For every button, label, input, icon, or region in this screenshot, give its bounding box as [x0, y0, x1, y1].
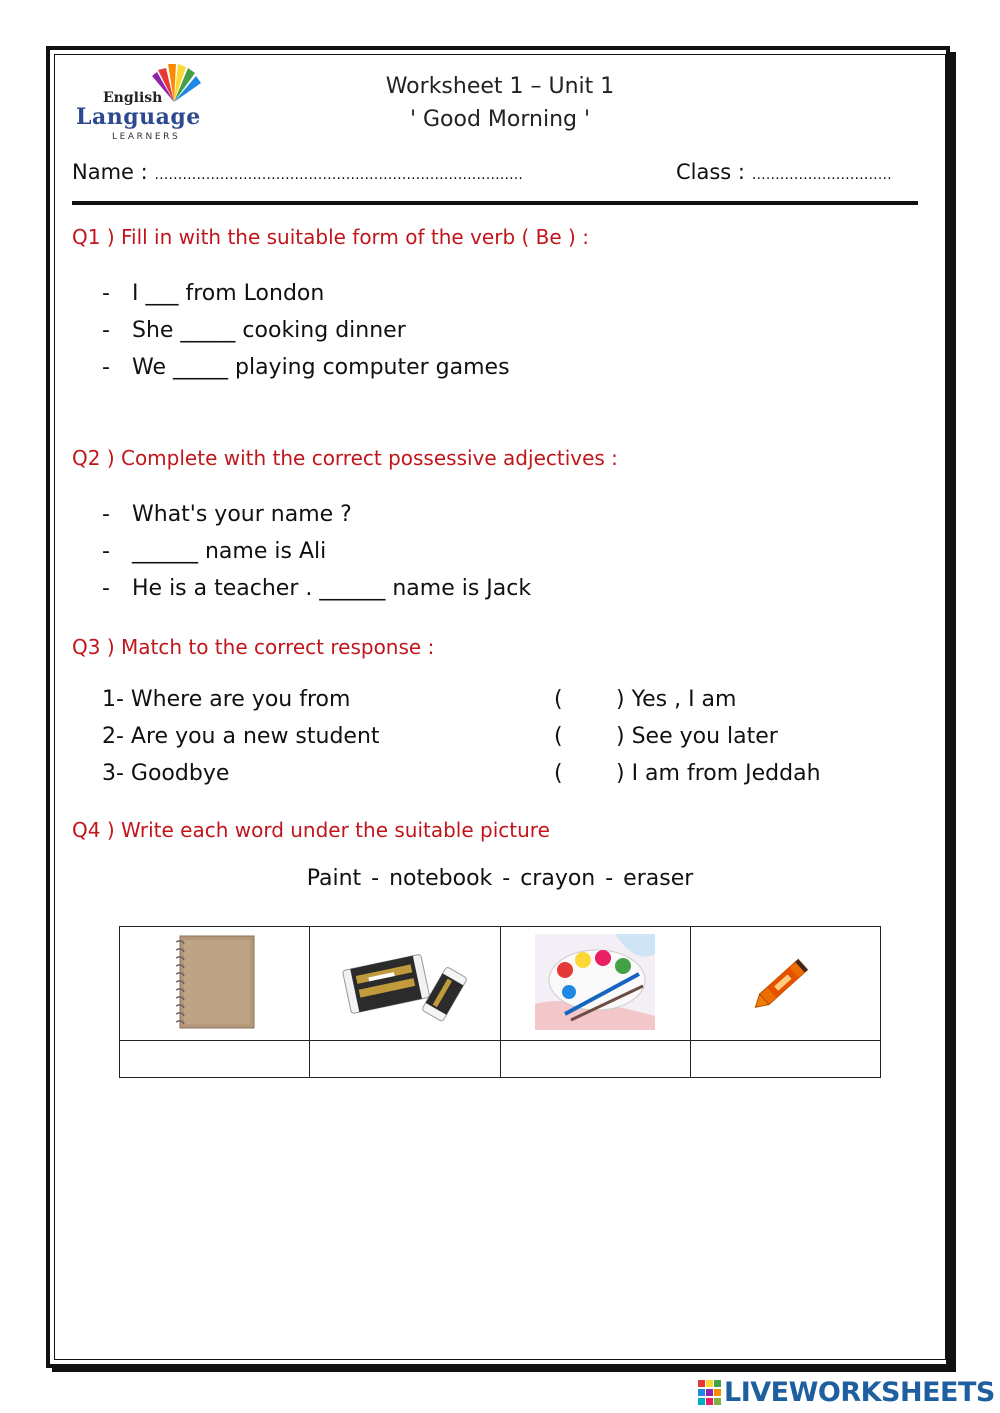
q3-answer-slot-1[interactable]: ( [554, 687, 563, 712]
q4-title: Q4 ) Write each word under the suitable picture [72, 818, 550, 842]
answer-box-1[interactable] [120, 1041, 310, 1078]
worksheet-title: Worksheet 1 – Unit 1 [385, 74, 615, 99]
q1-item-2[interactable]: She _____ cooking dinner [132, 318, 406, 343]
q3-response-2: ) See you later [616, 724, 778, 749]
q3-answer-slot-3[interactable]: ( [554, 761, 563, 786]
logo-text-language: Language [76, 104, 201, 130]
answer-box-3[interactable] [500, 1041, 690, 1078]
q3-answer-slot-2[interactable]: ( [554, 724, 563, 749]
liveworksheets-grid-icon [698, 1380, 722, 1406]
q2-item-2[interactable]: ______ name is Ali [132, 539, 327, 564]
logo-text-english: English [103, 90, 163, 106]
q3-prompt-2: 2- Are you a new student [102, 724, 380, 749]
q1-item-3[interactable]: We _____ playing computer games [132, 355, 510, 380]
bullet-dash: - [102, 281, 110, 306]
q3-title: Q3 ) Match to the correct response : [72, 635, 435, 659]
page-shadow-bottom [52, 1366, 956, 1372]
eraser-picture-cell [310, 927, 500, 1041]
q4-word-bank: Paint - notebook - crayon - eraser [306, 866, 694, 891]
crayon-icon [740, 942, 830, 1022]
name-label: Name : [72, 160, 148, 184]
worksheet-subtitle: ' Good Morning ' [409, 107, 591, 132]
eraser-icon [340, 937, 470, 1027]
q2-item-1: What's your name ? [132, 502, 352, 527]
bullet-dash: - [102, 355, 110, 380]
bullet-dash: - [102, 318, 110, 343]
class-blank[interactable]: ………………………… [751, 167, 892, 183]
q3-prompt-3: 3- Goodbye [102, 761, 230, 786]
q1-title: Q1 ) Fill in with the suitable form of the verb ( Be ) : [72, 225, 589, 249]
q4-picture-table [119, 926, 881, 1078]
liveworksheets-text: LIVEWORKSHEETS [724, 1377, 995, 1408]
bullet-dash: - [102, 502, 110, 527]
bullet-dash: - [102, 539, 110, 564]
name-blank[interactable]: ……………………………………………………………………. [154, 167, 523, 183]
notebook-picture-cell [120, 927, 310, 1041]
page-shadow-right [950, 52, 956, 1370]
class-field[interactable] [676, 160, 892, 184]
paint-palette-picture-cell [500, 927, 690, 1041]
q2-title: Q2 ) Complete with the correct possessive adjectives : [72, 446, 618, 470]
answer-box-2[interactable] [310, 1041, 500, 1078]
q3-response-3: ) I am from Jeddah [616, 761, 821, 786]
header-divider [72, 201, 918, 205]
paint-palette-icon [535, 934, 655, 1030]
q2-item-3[interactable]: He is a teacher . ______ name is Jack [132, 576, 532, 601]
q3-prompt-1: 1- Where are you from [102, 687, 351, 712]
name-field[interactable] [72, 160, 523, 184]
logo-text-learners: LEARNERS [112, 132, 181, 142]
q3-response-1: ) Yes , I am [616, 687, 737, 712]
bullet-dash: - [102, 576, 110, 601]
crayon-picture-cell [690, 927, 880, 1041]
english-language-learners-logo [72, 60, 212, 146]
notebook-icon [170, 932, 260, 1032]
q1-item-1[interactable]: I ___ from London [132, 281, 325, 306]
class-label: Class : [676, 160, 745, 184]
answer-box-4[interactable] [690, 1041, 880, 1078]
